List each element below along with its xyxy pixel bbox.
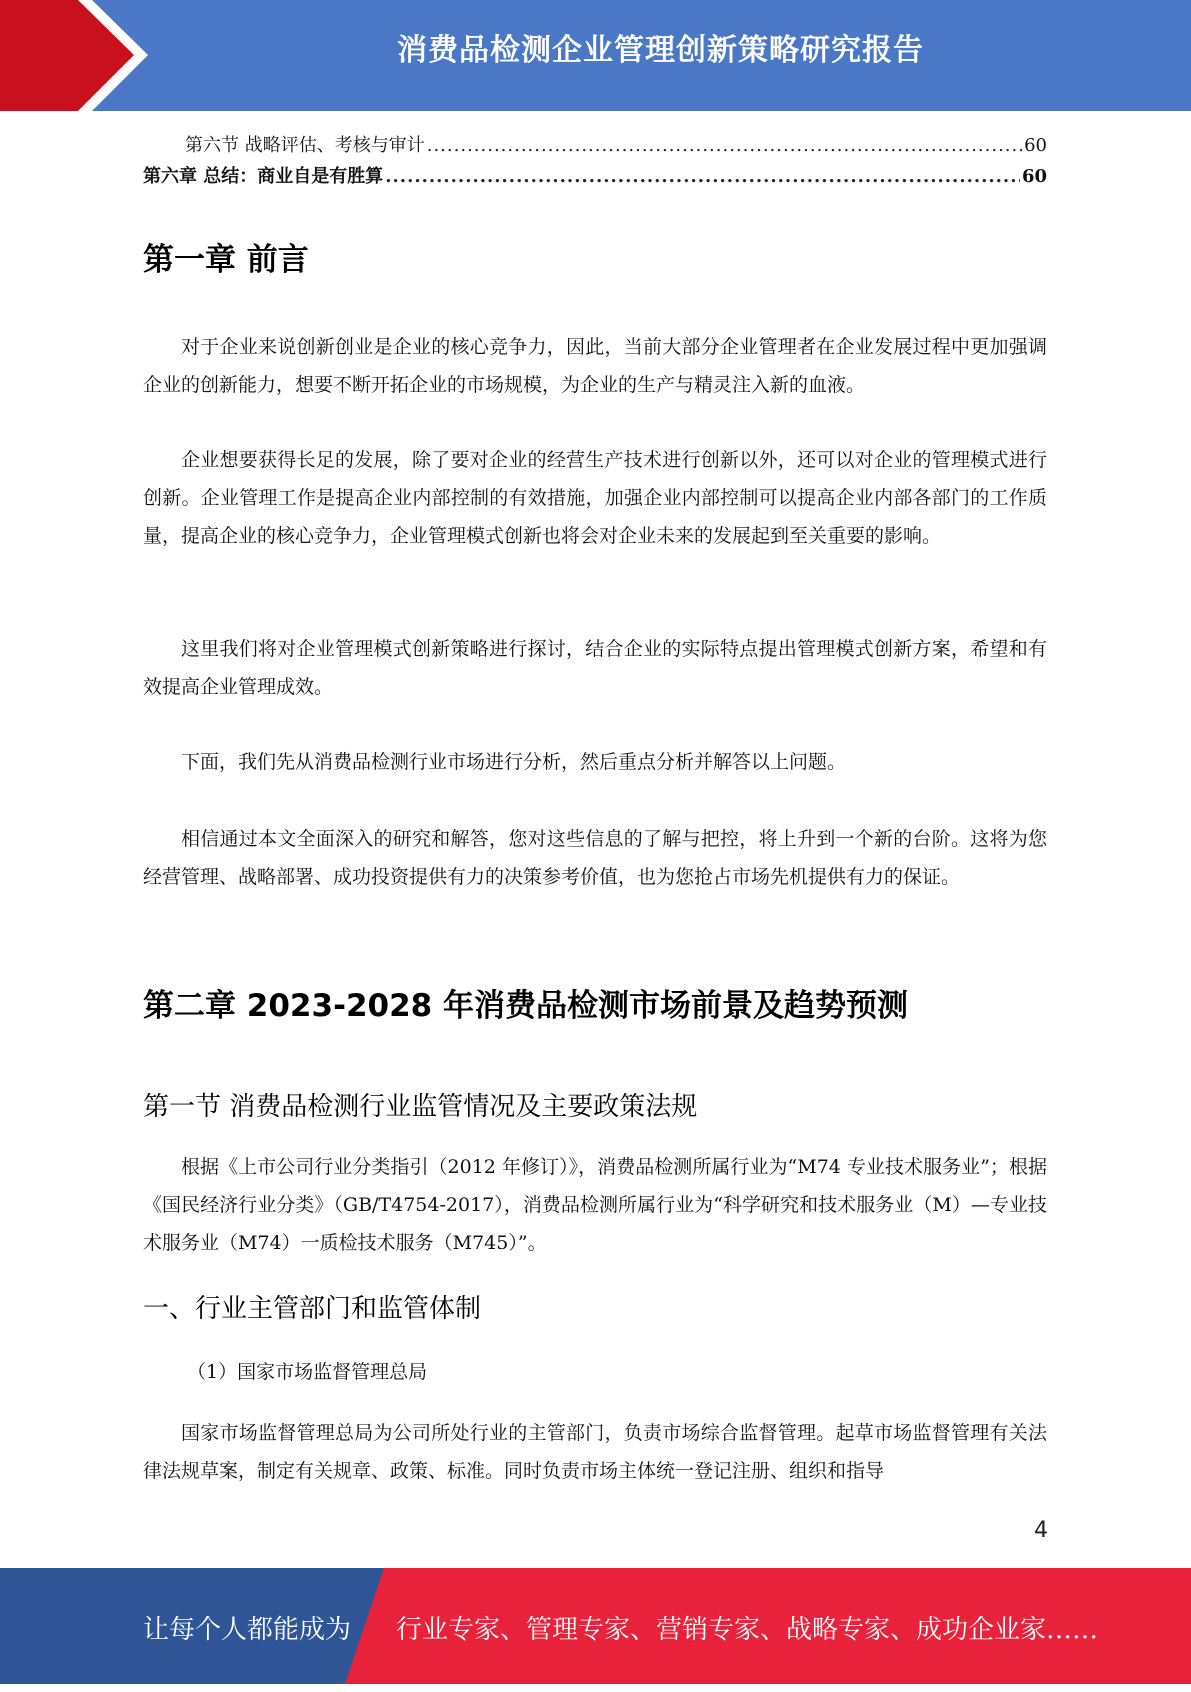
toc-entry-page: 60 — [1024, 135, 1047, 156]
header-banner — [0, 0, 1191, 111]
chapter-2-heading: 第二章 2023-2028 年消费品检测市场前景及趋势预测 — [143, 988, 909, 1024]
body-paragraph: 对于企业来说创新创业是企业的核心竞争力，因此，当前大部分企业管理者在企业发展过程中更加强调企业的创新能力，想要不断开拓企业的市场规模，为企业的生产与精灵注入新的血液。 — [143, 336, 1047, 396]
toc-entry-title: 第六章 总结：商业自是有胜算 — [143, 166, 384, 187]
body-paragraph: 相信通过本文全面深入的研究和解答，您对这些信息的了解与把控，将上升到一个新的台阶。这将为您经营管理、战略部署、成功投资提供有力的决策参考价值，也为您抢占市场先机提供有力的保证。 — [143, 828, 1047, 888]
list-item: （1）国家市场监督管理总局 — [187, 1361, 428, 1383]
chapter-1-heading: 第一章 前言 — [143, 242, 309, 278]
footer-slogan-left: 让每个人都能成为 — [143, 1615, 352, 1645]
body-paragraph: 企业想要获得长足的发展，除了要对企业的经营生产技术进行创新以外，还可以对企业的管理模式进行创新。企业管理工作是提高企业内部控制的有效措施，加强企业内部控制可以提高企业内部各部门的工作质量，提高企业的核心竞争力，企业管理模式创新也将会对企业未来的发展起到至关重要的影响。 — [143, 449, 1047, 547]
toc-leader-dots — [385, 166, 1020, 187]
footer-banner — [0, 1568, 1191, 1684]
body-paragraph: 根据《上市公司行业分类指引（2012 年修订）》，消费品检测所属行业为“M74 专业技术服务业”；根据《国民经济行业分类》（GB/T4754-2017），消费品检测所属行业为“科学研究和技术服务业（M）—专业技术服务业（M74）一质检技术服务（M745）”。 — [143, 1156, 1047, 1254]
header-title: 消费品检测企业管理创新策略研究报告 — [397, 33, 924, 68]
toc-entry[interactable] — [143, 131, 1047, 157]
subsection-heading: 一、行业主管部门和监管体制 — [143, 1294, 482, 1324]
footer-slogan-right: 行业专家、管理专家、营销专家、战略专家、成功企业家…… — [396, 1615, 1099, 1645]
toc-entry-page: 60 — [1021, 166, 1047, 187]
section-heading: 第一节 消费品检测行业监管情况及主要政策法规 — [143, 1092, 698, 1122]
toc-entry[interactable] — [143, 162, 1047, 188]
body-paragraph: 这里我们将对企业管理模式创新策略进行探讨，结合企业的实际特点提出管理模式创新方案，希望和有效提高企业管理成效。 — [143, 638, 1047, 698]
body-paragraph: 国家市场监督管理总局为公司所处行业的主管部门，负责市场综合监督管理。起草市场监督管理有关法律法规草案，制定有关规章、政策、标准。同时负责市场主体统一登记注册、组织和指导 — [143, 1422, 1047, 1482]
toc-entry-title: 第六节 战略评估、考核与审计 — [185, 135, 425, 156]
page-number: 4 — [1034, 1518, 1048, 1543]
toc-leader-dots — [427, 135, 1022, 156]
body-paragraph: 下面，我们先从消费品检测行业市场进行分析，然后重点分析并解答以上问题。 — [181, 751, 847, 773]
